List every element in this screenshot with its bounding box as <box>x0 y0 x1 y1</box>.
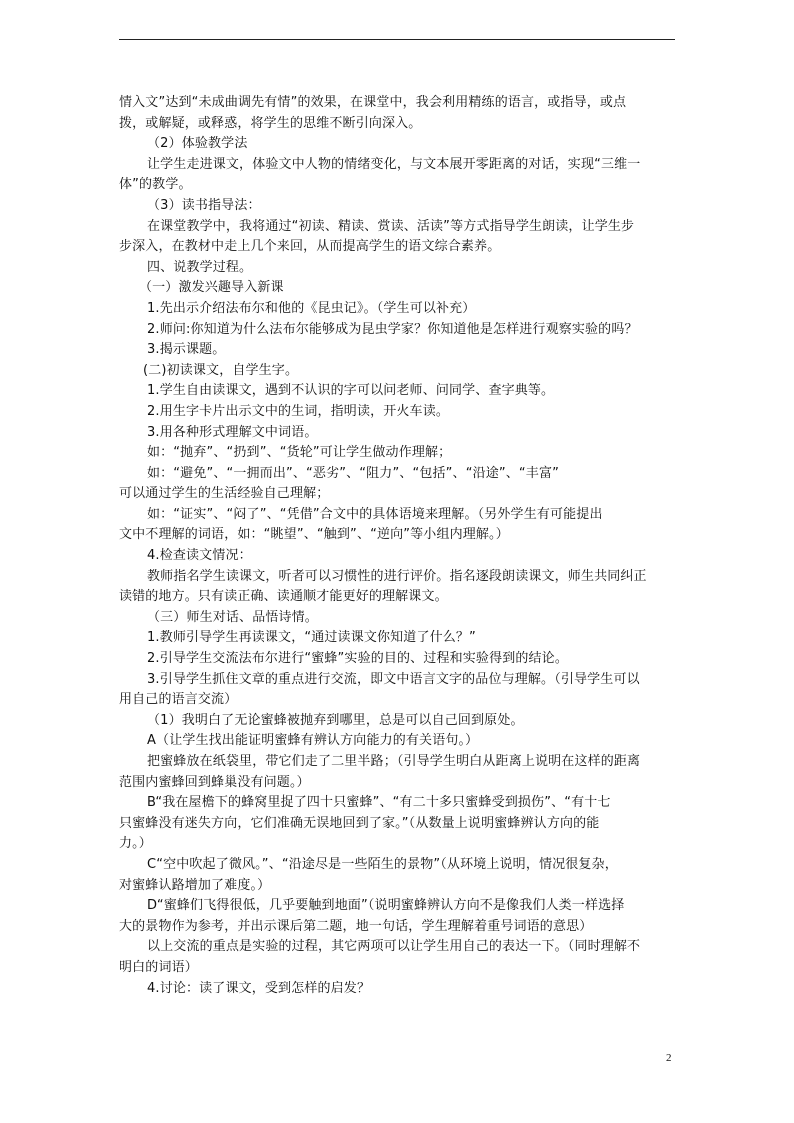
text-line: 如：“避免”、“一拥而出”、“恶劣”、“阻力”、“包括”、“沿途”、“丰富” <box>147 465 559 481</box>
text-line: 如：“抛弃”、“扔到”、“货轮”可让学生做动作理解； <box>147 445 452 461</box>
page-number: 2 <box>666 1052 672 1064</box>
text-line: 只蜜蜂没有迷失方向，它们准确无误地回到了家。”（从数量上说明蜜蜂辨认方向的能 <box>119 815 600 831</box>
text-line: 情入文”达到“未成曲调先有情”的效果，在课堂中，我会利用精练的语言，或指导，或点 <box>119 95 627 110</box>
text-line: 可以通过学生的生活经验自己理解； <box>119 486 330 502</box>
text-line: 读错的地方。只有读正确、读通顺才能更好的理解课文。 <box>119 589 448 605</box>
text-line: 教师指名学生读课文，听者可以习惯性的进行评价。指名逐段朗读课文，师生共同纠正 <box>147 568 647 584</box>
text-line: 把蜜蜂放在纸袋里，带它们走了二里半路；（引导学生明白从距离上说明在这样的距离 <box>147 754 641 769</box>
text-line: 2.师问:你知道为什么法布尔能够成为昆虫学家？你知道他是怎样进行观察实验的吗？ <box>147 321 638 337</box>
text-line: 体”的教学。 <box>119 177 192 193</box>
text-line: （2）体验教学法 <box>147 136 248 152</box>
text-line: 2.用生字卡片出示文中的生词，指明读，开火车读。 <box>147 403 450 419</box>
text-line: （一）激发兴趣导入新课 <box>139 280 284 296</box>
text-line: 大的景物作为参考，并出示课后第二题，地一句话，学生理解着重号词语的意思） <box>119 918 593 934</box>
text-line: 如：“证实”、“闷了”、“凭借”合文中的具体语境来理解。（另外学生有可能提出 <box>147 506 603 522</box>
text-line: 范围内蜜蜂回到蜂巢没有问题。） <box>119 774 310 790</box>
text-line: 以上交流的重点是实验的过程，其它两项可以让学生用自己的表达一下。（同时理解不 <box>147 939 641 955</box>
text-line: 3.引导学生抓住文章的重点进行交流，即文中语言文字的品位与理解。（引导学生可以 <box>147 671 640 687</box>
text-line: B“我在屋檐下的蜂窝里捉了四十只蜜蜂”、“有二十多只蜜蜂受到损伤”、“有十七 <box>147 795 611 811</box>
text-line: (二)初读课文，自学生字。 <box>143 362 299 378</box>
text-line: 4.检查读文情况： <box>147 548 252 564</box>
text-line: 1.学生自由读课文，遇到不认识的字可以问老师、问同学、查字典等。 <box>147 383 555 399</box>
document-body <box>119 93 675 999</box>
text-line: 明白的词语） <box>119 959 198 975</box>
text-line: 2.引导学生交流法布尔进行“蜜蜂”实验的目的、过程和实验得到的结论。 <box>147 651 568 667</box>
text-line: 力。） <box>119 836 152 852</box>
text-line: A（让学生找出能证明蜜蜂有辨认方向能力的有关语句。） <box>147 733 479 749</box>
text-line: 拨，或解疑，或释惑，将学生的思维不断引向深入。 <box>119 115 422 131</box>
text-line: （三）师生对话、品悟诗情。 <box>147 609 318 625</box>
text-line: 用自己的语言交流） <box>119 692 238 708</box>
text-line: 步深入，在教材中走上几个来回，从而提高学生的语文综合素养。 <box>119 239 501 255</box>
text-line: 四、说教学过程。 <box>147 259 253 275</box>
text-line: C“空中吹起了微风。”、“沿途尽是一些陌生的景物”（从环境上说明，情况很复杂， <box>147 856 618 872</box>
text-line: 3.用各种形式理解文中词语。 <box>147 424 318 440</box>
text-line: 对蜜蜂认路增加了难度。） <box>119 877 271 893</box>
text-line: （3）读书指导法： <box>147 197 261 213</box>
text-line: 在课堂教学中，我将通过“初读、精读、赏读、活读”等方式指导学生朗读，让学生步 <box>147 218 635 234</box>
text-line: 1.先出示介绍法布尔和他的《昆虫记》。（学生可以补充） <box>147 300 476 316</box>
text-line: （1）我明白了无论蜜蜂被抛弃到哪里，总是可以自己回到原处。 <box>147 712 524 728</box>
text-line: D“蜜蜂们飞得很低，几乎要触到地面”（说明蜜蜂辨认方向不是像我们人类一样选择 <box>147 898 625 914</box>
text-line: 1.教师引导学生再读课文，“通过读课文你知道了什么？” <box>147 630 476 646</box>
text-line: 文中不理解的词语，如：“眺望”、“触到”、“逆向”等小组内理解。） <box>119 527 509 543</box>
header-rule <box>119 39 675 40</box>
text-line: 3.揭示课题。 <box>147 342 226 358</box>
text-line: 4.讨论：读了课文，受到怎样的启发？ <box>147 980 371 996</box>
text-line: 让学生走进课文，体验文中人物的情绪变化，与文本展开零距离的对话，实现“三维一 <box>147 156 641 172</box>
